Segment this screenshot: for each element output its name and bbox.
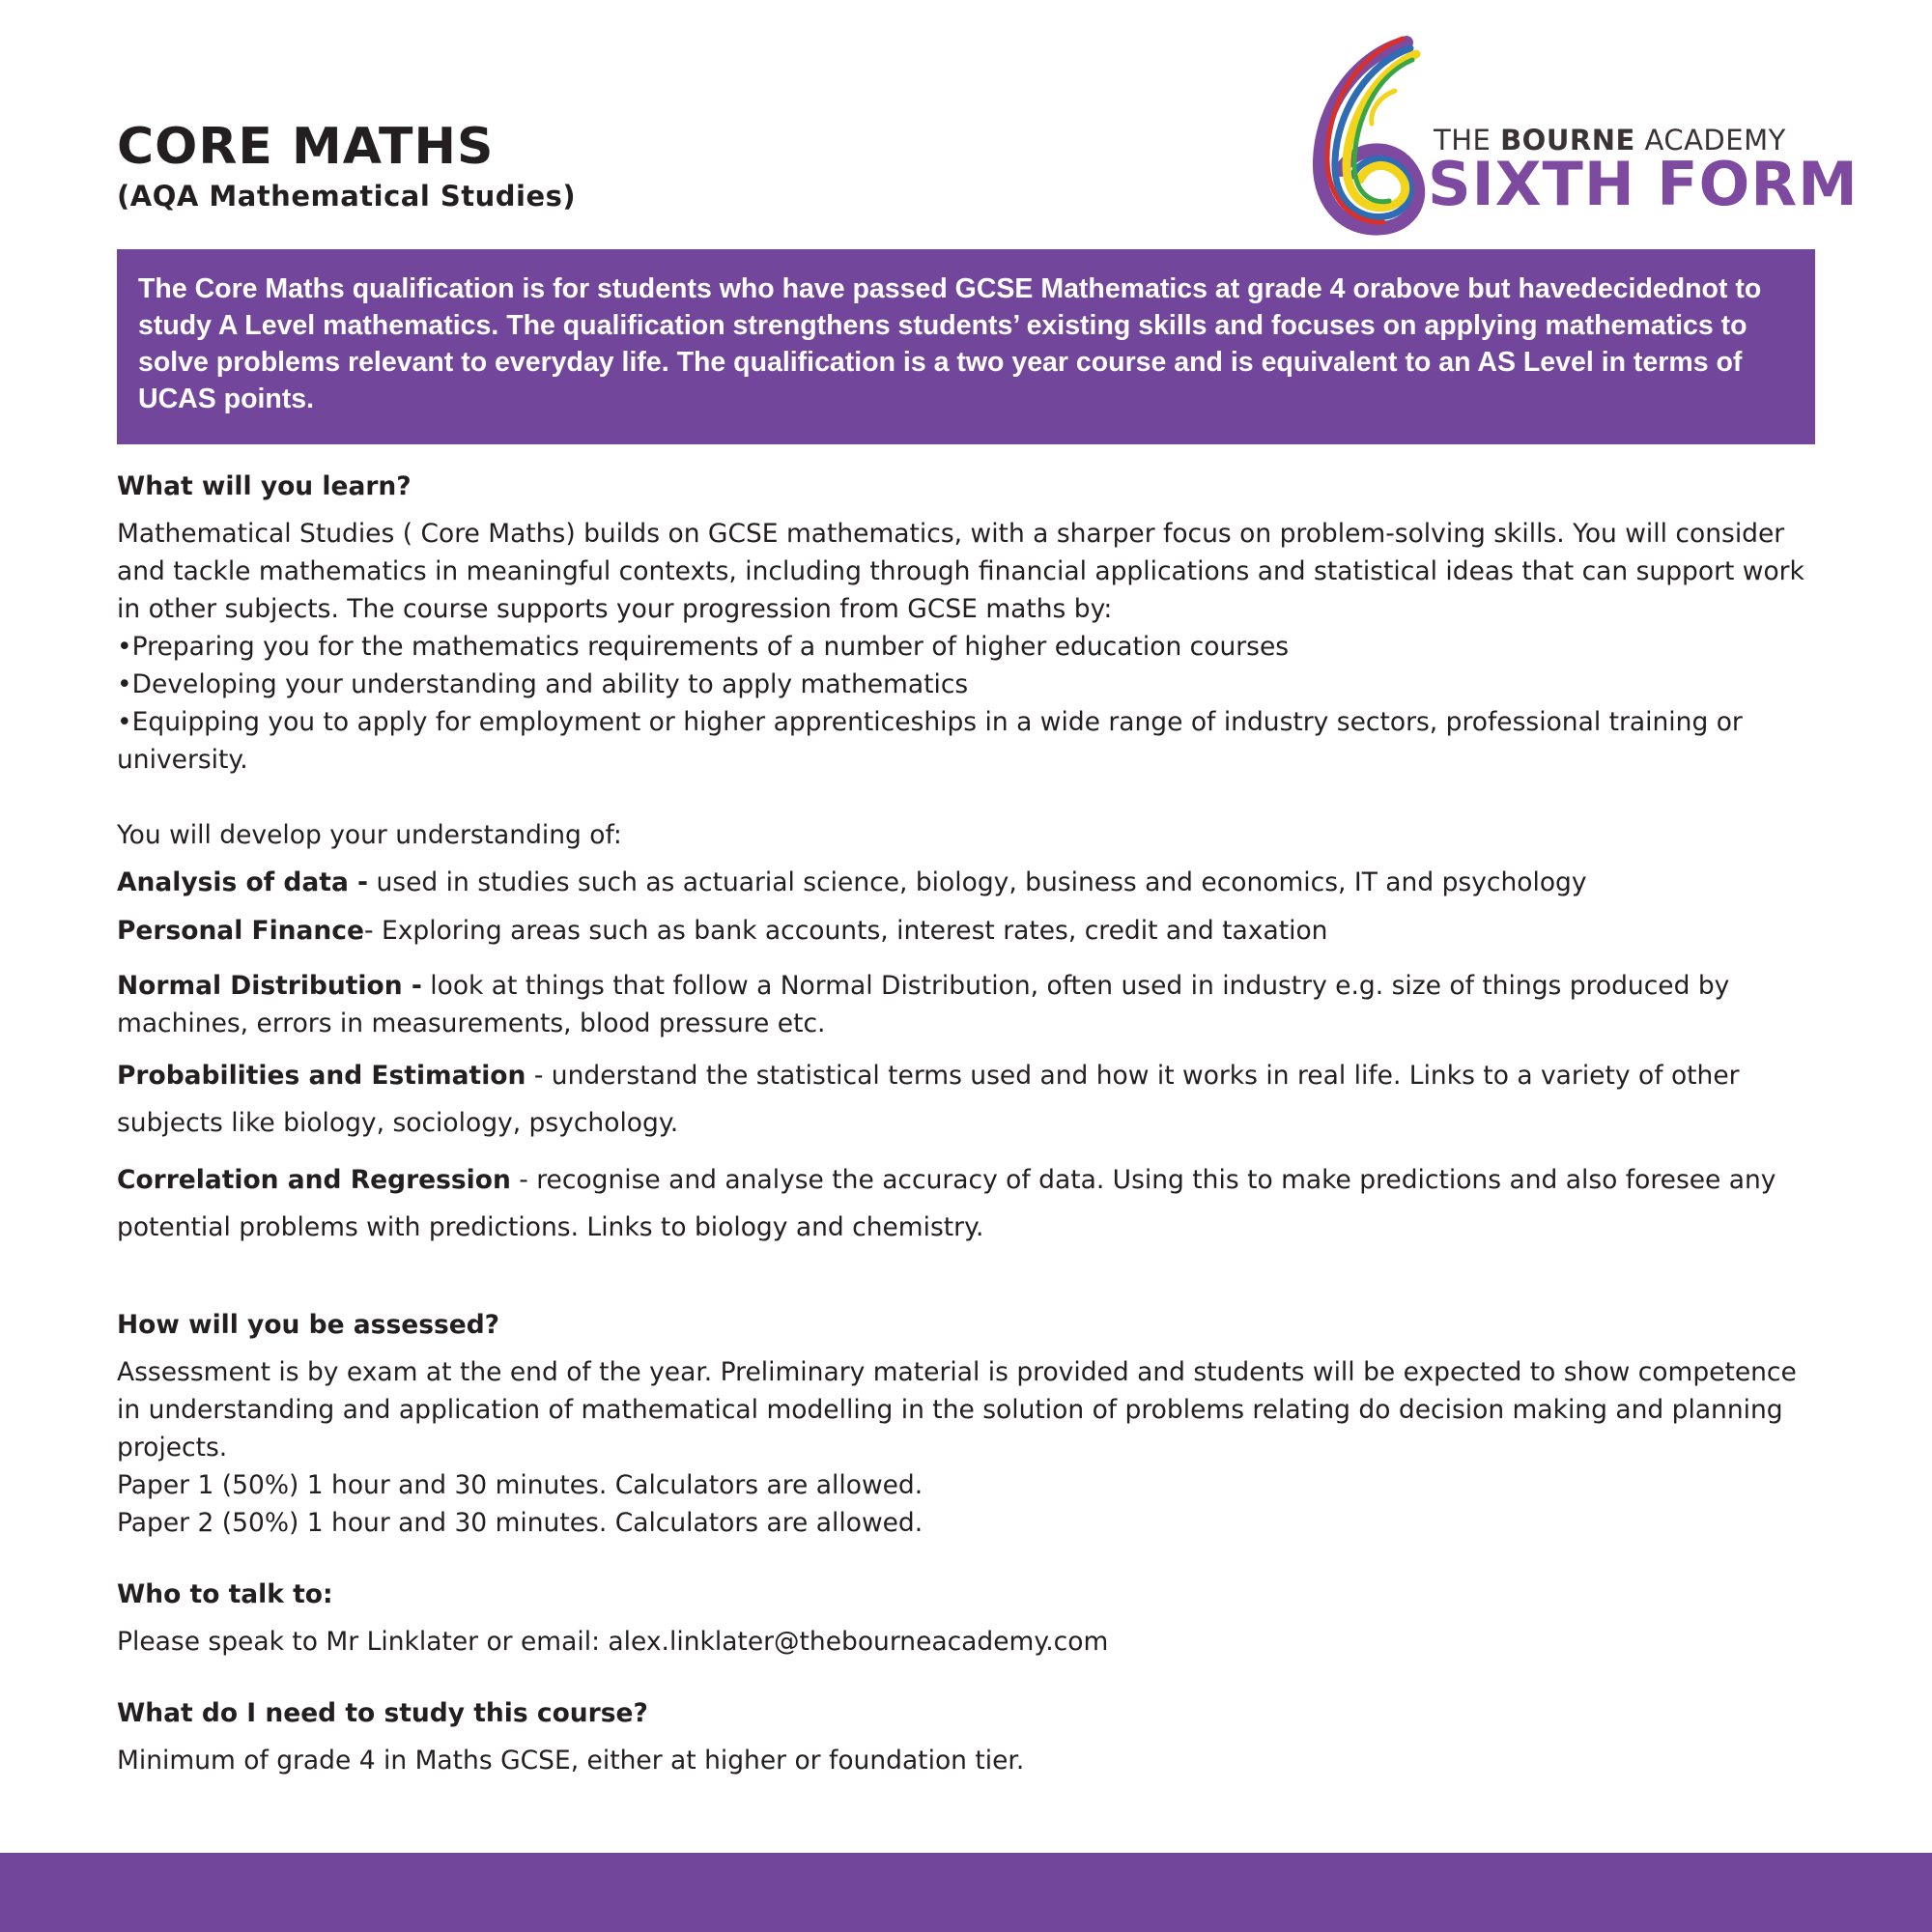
page-title: CORE MATHS [117,118,495,176]
requirements-text: Minimum of grade 4 in Maths GCSE, either at higher or foundation tier. [117,1746,1025,1776]
topic-text: - Exploring areas such as bank accounts, interest rates, credit and taxation [363,916,1328,946]
main-content [117,468,1817,1779]
topic-correlation [117,1156,1817,1251]
learn-heading: What will you learn? [117,471,412,501]
develop-intro: You will develop your understanding of: [117,820,622,850]
learn-bullet: •Preparing you for the mathematics requirements of a number of higher education courses [117,632,1290,662]
topic-normal-distribution [117,967,1817,1042]
topic-label: Correlation and Regression [117,1165,511,1195]
topic-text: used in studies such as actuarial science, biology, business and economics, IT and psychology [368,867,1587,897]
learn-bullet: •Developing your understanding and ability to apply mathematics [117,669,969,699]
topic-personal-finance [117,912,1817,950]
topic-analysis-of-data [117,864,1817,901]
footer-band [0,1853,1932,1932]
learn-bullet: •Equipping you to apply for employment or higher apprenticeships in a wide range of industry sectors, professional training or university. [117,707,1743,775]
assessment-paper-1: Paper 1 (50%) 1 hour and 30 minutes. Calculators are allowed. [117,1470,923,1500]
topic-label: Probabilities and Estimation [117,1061,526,1091]
topic-label: Personal Finance [117,916,364,946]
intro-box [117,249,1815,444]
topic-label: Normal Distribution - [117,971,422,1001]
six-swirl-icon [1302,35,1437,238]
topic-text: - understand the statistical terms used and how it works in real life. Links to a variety of other subjects like biology, sociology, psychology. [117,1061,1740,1138]
assessment-heading: How will you be assessed? [117,1310,500,1340]
topic-label: Analysis of data - [117,867,369,897]
intro-text: The Core Maths qualification is for students who have passed GCSE Mathematics at grade 4 orabove but havedecidednot to study A Level mathematics. The qualification strengthens students’ existing skills and focuses on applying mathematics to solve problems relevant to everyday life. The qualification is a two year course and is equivalent to an AS Level in terms of UCAS points. [138,273,1762,414]
logo-text-suffix: ACADEMY [1634,124,1786,156]
assessment-paragraph: Assessment is by exam at the end of the year. Preliminary material is provided and students will be expected to show competence in understanding and application of mathematical modelling in the solution of problems relating do decision making and planning projects. [117,1357,1797,1463]
logo-text-bold: BOURNE [1500,124,1635,156]
learn-paragraph: Mathematical Studies ( Core Maths) builds on GCSE mathematics, with a sharper focus on problem-solving skills. You will consider and tackle mathematics in meaningful contexts, including through financial applications and statistical ideas that can support work in other subjects. The course supports your progression from GCSE maths by: [117,519,1804,624]
topic-probabilities [117,1052,1817,1147]
logo-text-prefix: THE [1434,124,1501,156]
assessment-paper-2: Paper 2 (50%) 1 hour and 30 minutes. Calculators are allowed. [117,1508,923,1538]
academy-logo [1302,35,1859,238]
topic-text: look at things that follow a Normal Distribution, often used in industry e.g. size of things produced by machines, errors in measurements, blood pressure etc. [117,971,1730,1038]
logo-sixth-form: SIXTH FORM [1428,149,1859,219]
page-subtitle: (AQA Mathematical Studies) [117,180,577,213]
contact-heading: Who to talk to: [117,1579,333,1609]
requirements-heading: What do I need to study this course? [117,1698,648,1728]
topic-text: - recognise and analyse the accuracy of data. Using this to make predictions and also foresee any potential problems with predictions. Links to biology and chemistry. [117,1165,1776,1242]
contact-text: Please speak to Mr Linklater or email: alex.linklater@thebourneacademy.com [117,1627,1109,1657]
